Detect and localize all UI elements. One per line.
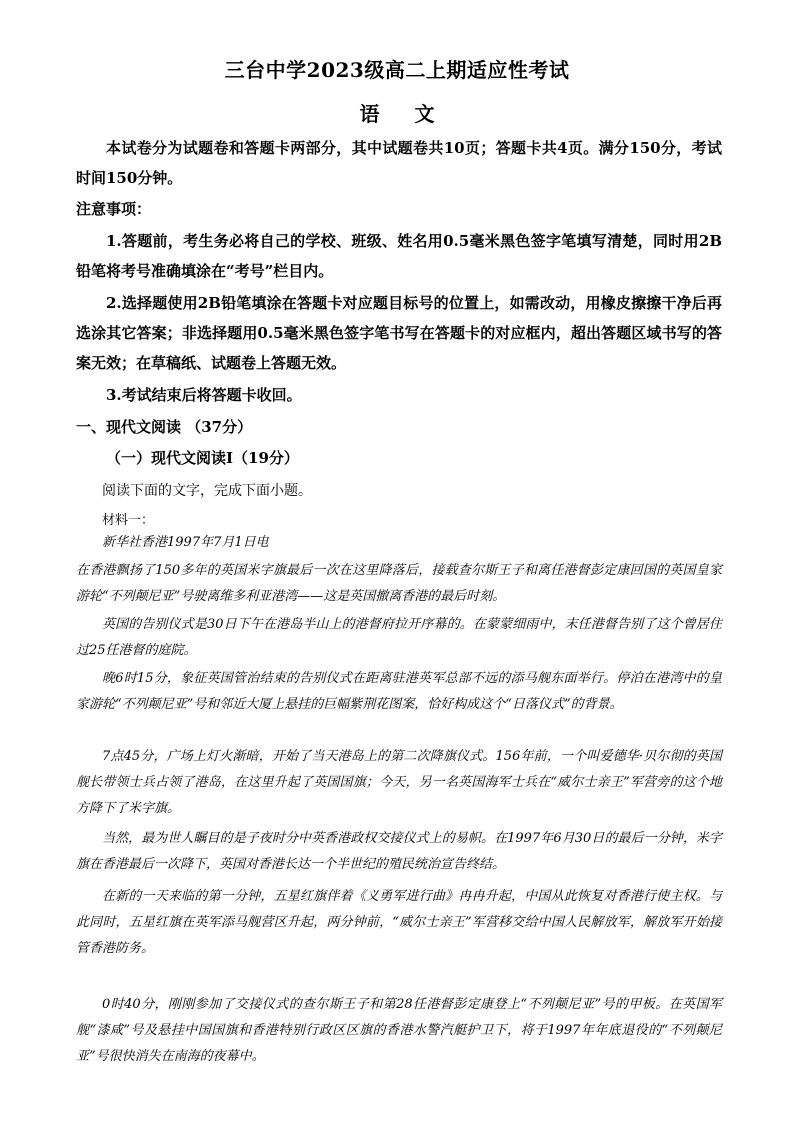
notice-item-2: 2.选择题使用2B铅笔填涂在答题卡对应题目标号的位置上，如需改动，用橡皮擦擦干净后再选涂其它答案；非选择题用0.5毫米黑色签字笔书写在答题卡的对应框内，超出答题区域书写的答案无效；在草稿纸、试题卷上答题无效。 <box>76 294 722 372</box>
notice-item-1: 1.答题前，考生务必将自己的学校、班级、姓名用0.5毫米黑色签字笔填写清楚，同时用2B铅笔将考号准确填涂在“考号”栏目内。 <box>76 232 722 280</box>
subject-title: 语 文 <box>359 102 449 126</box>
material-label: 材料一： <box>102 513 155 528</box>
article-paragraph: 7点45分，广场上灯火渐暗，开始了当天港岛上的第二次降旗仪式。156年前，一个叫爱德华·贝尔彻的英国舰长带领士兵占领了港岛，在这里升起了英国国旗；今天，另一名英国海军士兵在“威尔士亲王”军营旁的这个地方降下了米字旗。 <box>76 749 722 816</box>
section-subheading: （一）现代文阅读Ⅰ（19分） <box>106 449 299 467</box>
article-paragraph: 0时40分，刚刚参加了交接仪式的查尔斯王子和第28任港督彭定康登上“不列颠尼亚”号的甲板。在英国军舰“漆咸”号及悬挂中国国旗和香港特别行政区区旗的香港水警汽艇护卫下，将于1997年年底退役的“不列颠尼亚”号很快消失在南海的夜幕中。 <box>76 997 722 1064</box>
section-heading: 一、现代文阅读 （37分） <box>76 418 253 436</box>
article-paragraph: 在新的一天来临的第一分钟，五星红旗伴着《义勇军进行曲》冉冉升起，中国从此恢复对香港行使主权。与此同时，五星红旗在英军添马舰营区升起，两分钟前，“威尔士亲王”军营移交给中国人民解放军，解放军开始接管香港防务。 <box>76 889 722 956</box>
exam-intro: 本试卷分为试题卷和答题卡两部分，其中试题卷共10页；答题卡共4页。满分150分，考试时间150分钟。 <box>76 139 722 187</box>
notice-item-3: 3.考试结束后将答题卡收回。 <box>106 386 302 404</box>
article-paragraph: 英国的告别仪式是30日下午在港岛半山上的港督府拉开序幕的。在蒙蒙细雨中，末任港督告别了这个曾居住过25任港督的庭院。 <box>76 617 722 658</box>
article-paragraph: 在香港飘扬了150多年的英国米字旗最后一次在这里降落后，接载查尔斯王子和离任港督彭定康回国的英国皇家游轮“不列颠尼亚”号驶离维多利亚港湾——这是英国撤离香港的最后时刻。 <box>76 563 722 604</box>
article-paragraph: 当然，最为世人瞩目的是子夜时分中英香港政权交接仪式上的易帜。在1997年6月30日的最后一分钟，米字旗在香港最后一次降下，英国对香港长达一个半世纪的殖民统治宣告终结。 <box>76 831 722 872</box>
exam-title: 三台中学2023级高二上期适应性考试 <box>224 58 570 82</box>
reading-direction: 阅读下面的文字，完成下面小题。 <box>102 483 312 499</box>
notice-title: 注意事项： <box>76 200 152 218</box>
article-dateline: 新华社香港1997年7月1日电 <box>102 535 269 550</box>
article-paragraph: 晚6时15分，象征英国管治结束的告别仪式在距离驻港英军总部不远的添马舰东面举行。停泊在港湾中的皇家游轮“不列颠尼亚”号和邻近大厦上悬挂的巨幅紫荆花图案，恰好构成这个“日落仪式”的背景。 <box>76 671 722 712</box>
